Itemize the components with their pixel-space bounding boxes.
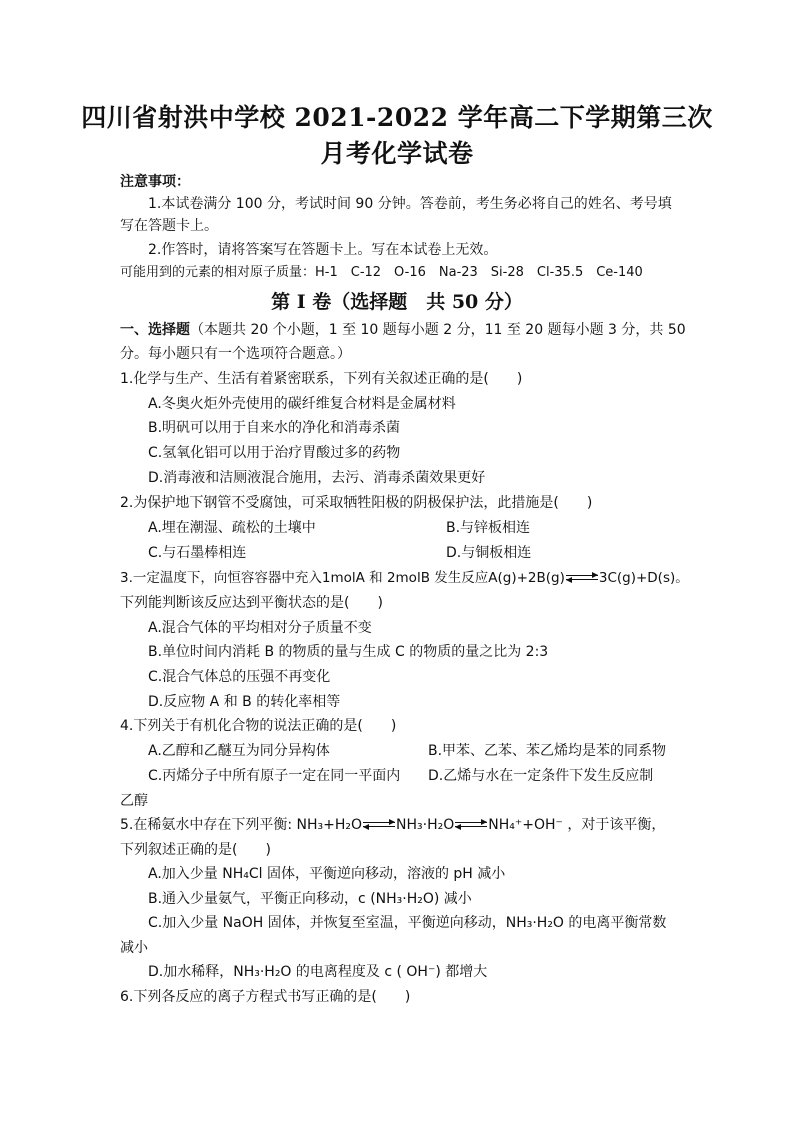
q3-option-a: A.混合气体的平均相对分子质量不变 <box>148 620 372 636</box>
q5-stem <box>120 815 665 835</box>
q3-stem-pre: 3.一定温度下，向恒容容器中充入1molA 和 2molB 发生反应A(g)+2B(g) <box>120 570 565 586</box>
q5-option-b: B.通入少量氨气，平衡正向移动，c (NH₃·H₂O) 减小 <box>148 891 472 907</box>
q3-stem-post: 3C(g)+D(s)。 <box>598 570 689 586</box>
section-heading: 第 I 卷（选择题 共 50 分） <box>271 291 523 313</box>
q3-option-c: C.混合气体总的压强不再变化 <box>148 669 331 685</box>
q2-option-b: B.与锌板相连 <box>446 520 531 536</box>
q2-option-c: C.与石墨棒相连 <box>148 545 247 561</box>
notice-heading: 注意事项： <box>120 174 190 190</box>
q1-option-b: B.明矾可以用于自来水的净化和消毒杀菌 <box>148 420 401 436</box>
q3-option-b: B.单位时间内消耗 B 的物质的量与生成 C 的物质的量之比为 2:3 <box>148 644 549 660</box>
atomic-masses: 可能用到的元素的相对原子质量：H-1 C-12 O-16 Na-23 Si-28 Cl-35.5 Ce-140 <box>120 265 643 280</box>
q2-option-a: A.埋在潮湿、疏松的土壤中 <box>148 520 316 536</box>
q4-stem: 4.下列关于有机化合物的说法正确的是( ) <box>120 718 397 734</box>
q5-stem-2: 下列叙述正确的是( ) <box>120 842 271 858</box>
q2-option-d: D.与铜板相连 <box>446 545 532 561</box>
section-intro-cont: 分。每小题只有一个选项符合题意。） <box>120 346 351 362</box>
q4-option-d-cont: 乙醇 <box>120 793 148 809</box>
q1-option-c: C.氢氧化铝可以用于治疗胃酸过多的药物 <box>148 445 401 461</box>
q5-option-c: C.加入少量 NaOH 固体，并恢复至室温，平衡逆向移动，NH₃·H₂O 的电离平衡常数 <box>148 915 667 931</box>
q1-option-a: A.冬奥火炬外壳使用的碳纤维复合材料是金属材料 <box>148 396 456 412</box>
section-intro-label: 一、选择题 <box>120 322 190 338</box>
q3-option-d: D.反应物 A 和 B 的转化率相等 <box>148 694 341 710</box>
equilibrium-arrow-icon <box>455 821 487 829</box>
section-intro-text: （本题共 20 个小题，1 至 10 题每小题 2 分，11 至 20 题每小题 3 分，共 50 <box>190 322 686 338</box>
section-intro <box>120 320 686 340</box>
q4-option-c: C.丙烯分子中所有原子一定在同一平面内 <box>148 768 401 784</box>
q5-stem-pre: 5.在稀氨水中存在下列平衡: NH₃+H₂O <box>120 817 363 833</box>
notice-item-1: 1.本试卷满分 100 分，考试时间 90 分钟。答卷前，考生务必将自己的姓名、考号填 <box>148 196 672 212</box>
q5-stem-mid: NH₃·H₂O <box>396 817 455 833</box>
equilibrium-arrow-icon <box>363 821 395 829</box>
q4-option-b: B.甲苯、乙苯、苯乙烯均是苯的同系物 <box>428 743 667 759</box>
q4-option-d: D.乙烯与水在一定条件下发生反应制 <box>428 768 654 784</box>
q5-option-d: D.加水稀释，NH₃·H₂O 的电离程度及 c ( OH⁻) 都增大 <box>148 964 488 980</box>
q3-stem <box>120 568 689 588</box>
q3-stem-2: 下列能判断该反应达到平衡状态的是( ) <box>120 595 383 611</box>
notice-item-2: 2.作答时，请将答案写在答题卡上。写在本试卷上无效。 <box>148 242 498 258</box>
q5-stem-post: NH₄⁺+OH⁻ ，对于该平衡， <box>488 817 666 833</box>
q5-option-a: A.加入少量 NH₄Cl 固体，平衡逆向移动，溶液的 pH 减小 <box>148 866 506 882</box>
q6-stem: 6.下列各反应的离子方程式书写正确的是( ) <box>120 989 411 1005</box>
q1-option-d: D.消毒液和洁厕液混合施用，去污、消毒杀菌效果更好 <box>148 470 486 486</box>
notice-item-1-cont: 写在答题卡上。 <box>120 218 218 234</box>
q1-stem: 1.化学与生产、生活有着紧密联系，下列有关叙述正确的是( ) <box>120 371 523 387</box>
exam-title-line2: 月考化学试卷 <box>320 139 474 168</box>
q4-option-a: A.乙醇和乙醚互为同分异构体 <box>148 743 330 759</box>
q5-option-c-cont: 减小 <box>120 940 148 956</box>
exam-title-line1: 四川省射洪中学校 2021-2022 学年高二下学期第三次 <box>81 103 713 132</box>
q2-stem: 2.为保护地下钢管不受腐蚀，可采取牺牲阳极的阴极保护法，此措施是( ) <box>120 495 593 511</box>
equilibrium-arrow-icon <box>566 574 598 582</box>
